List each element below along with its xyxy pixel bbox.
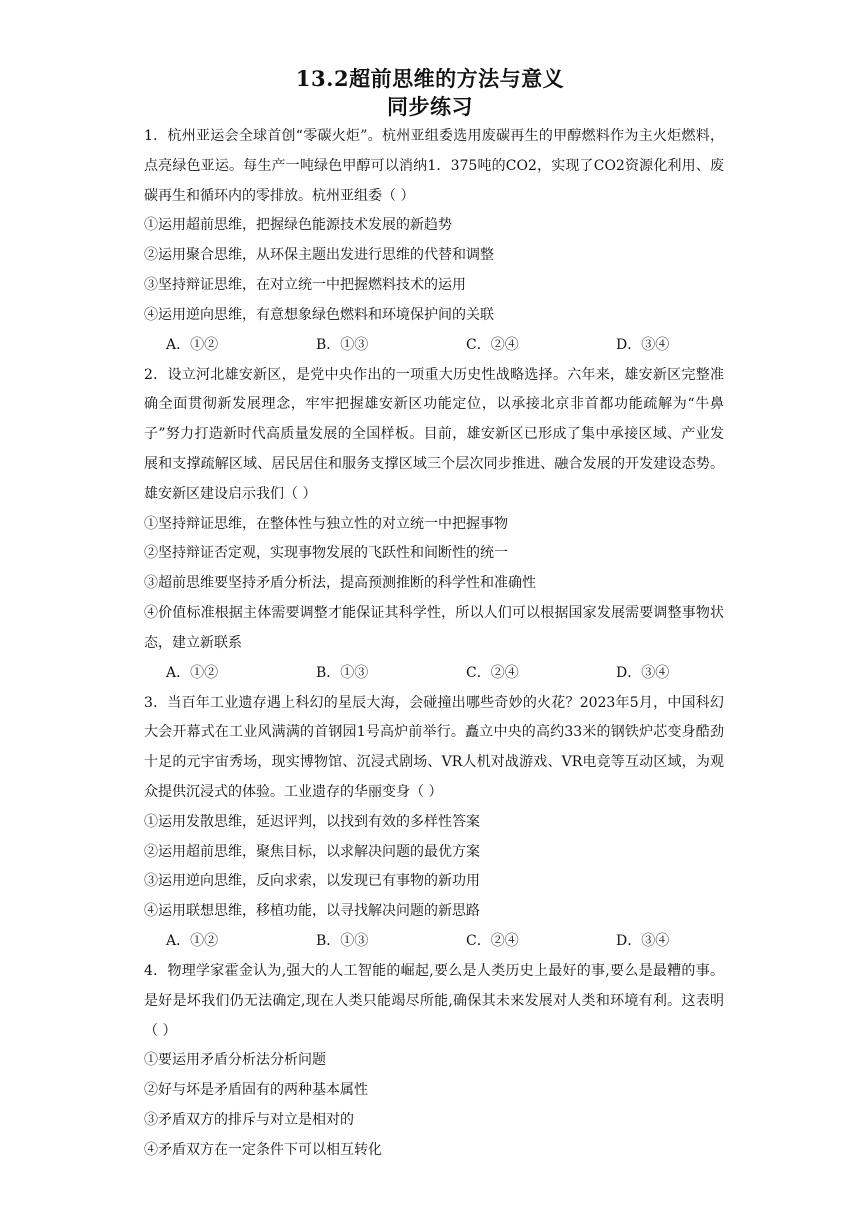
option-1: ①要运用矛盾分析法分析问题: [144, 1052, 326, 1069]
question-4: [144, 957, 724, 1166]
question-2: [144, 361, 724, 689]
option-4: ④矛盾双方在一定条件下可以相互转化: [144, 1141, 382, 1158]
question-list: [144, 122, 724, 1166]
option-3: ③矛盾双方的排斥与对立是相对的: [144, 1111, 354, 1128]
choice-d: D．③④: [616, 664, 670, 681]
option-4: ④运用逆向思维，有意想象绿色燃料和环境保护间的关联: [144, 306, 494, 323]
option-2: ②运用超前思维，聚焦目标，以求解决问题的最优方案: [144, 843, 480, 860]
option-4: ④运用联想思维，移植功能，以寻找解决问题的新思路: [144, 903, 480, 920]
question-stem: 3．当百年工业遗存遇上科幻的星辰大海，会碰撞出哪些奇妙的火花？2023年5月，中国科幻大会开幕式在工业风满满的首钢园1号高炉前举行。矗立中央的高约33米的钢铁炉芯变身酷劲十足的元宇宙秀场，现实博物馆、沉浸式剧场、VR人机对战游戏、VR电竞等互动区域，为观众提供沉浸式的体验。工业遗存的华丽变身（ ）: [144, 694, 724, 800]
page-subtitle: 同步练习: [387, 94, 473, 119]
choice-b: B．①③: [316, 664, 369, 681]
choice-c: C．②④: [466, 336, 519, 353]
choice-d: D．③④: [616, 933, 670, 950]
choice-b: B．①③: [316, 336, 369, 353]
question-stem: 1．杭州亚运会全球首创“零碳火炬”。杭州亚组委选用废碳再生的甲醇燃料作为主火炬燃料，点亮绿色亚运。每生产一吨绿色甲醇可以消纳1．375吨的CO2，实现了CO2资源化利用、废碳再生和循环内的零排放。杭州亚组委（ ）: [144, 128, 724, 204]
answer-choices: [144, 927, 724, 957]
option-2: ②坚持辩证否定观，实现事物发展的飞跃性和间断性的统一: [144, 545, 508, 562]
choice-b: B．①③: [316, 933, 369, 950]
option-1: ①坚持辩证思维，在整体性与独立性的对立统一中把握事物: [144, 515, 508, 532]
choice-c: C．②④: [466, 664, 519, 681]
answer-choices: [144, 331, 724, 361]
option-1: ①运用超前思维，把握绿色能源技术发展的新趋势: [144, 217, 452, 234]
question-1: [144, 122, 724, 361]
option-2: ②好与坏是矛盾固有的两种基本属性: [144, 1082, 368, 1099]
option-2: ②运用聚合思维，从环保主题出发进行思维的代替和调整: [144, 247, 494, 264]
choice-a: A．①②: [166, 933, 219, 950]
question-stem: 2．设立河北雄安新区，是党中央作出的一项重大历史性战略选择。六年来，雄安新区完整准确全面贯彻新发展理念，牢牢把握雄安新区功能定位，以承接北京非首都功能疏解为“牛鼻子”努力打造新时代高质量发展的全国样板。目前，雄安新区已形成了集中承接区域、产业发展和支撑疏解区域、居民居住和服务支撑区域三个层次同步推进、融合发展的开发建设态势。雄安新区建设启示我们（ ）: [144, 366, 724, 502]
choice-a: A．①②: [166, 664, 219, 681]
option-1: ①运用发散思维，延迟评判，以找到有效的多样性答案: [144, 813, 480, 830]
question-stem: 4．物理学家霍金认为,强大的人工智能的崛起,要么是人类历史上最好的事,要么是最糟的事。是好是坏我们仍无法确定,现在人类只能竭尽所能,确保其未来发展对人类和环境有利。这表明（ ）: [144, 962, 724, 1039]
choice-d: D．③④: [616, 336, 670, 353]
question-3: [144, 689, 724, 957]
option-3: ③坚持辩证思维，在对立统一中把握燃料技术的运用: [144, 276, 466, 293]
option-4: ④价值标准根据主体需要调整才能保证其科学性，所以人们可以根据国家发展需要调整事物状态，建立新联系: [144, 604, 724, 651]
page-title: 13.2超前思维的方法与意义: [295, 66, 565, 91]
answer-choices: [144, 659, 724, 689]
choice-c: C．②④: [466, 933, 519, 950]
choice-a: A．①②: [166, 336, 219, 353]
option-3: ③运用逆向思维，反向求索，以发现已有事物的新功用: [144, 873, 480, 890]
option-3: ③超前思维要坚持矛盾分析法，提高预测推断的科学性和准确性: [144, 575, 536, 592]
